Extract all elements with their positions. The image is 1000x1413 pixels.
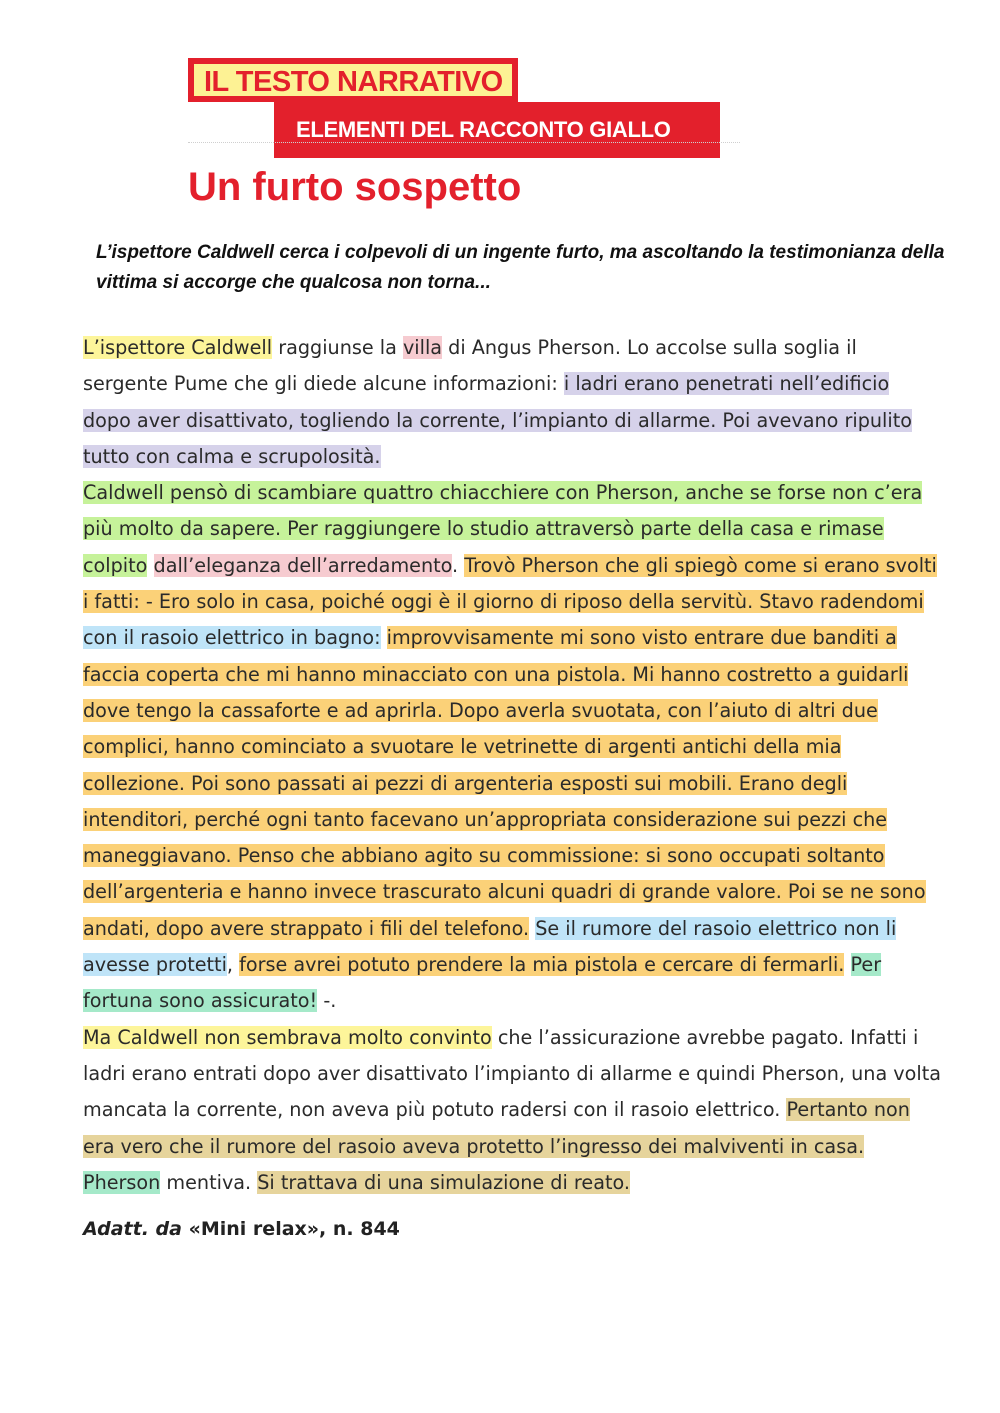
highlight-solution: Si trattava di una simulazione di reato. [257, 1170, 630, 1194]
highlight-solution: Pertanto non era vero che il rumore del rasoio aveva protetto l’ingresso dei malviventi in casa. [83, 1098, 910, 1158]
highlight-investigation: Caldwell pensò di scambiare quattro chiacchiere con Pherson, anche se forse non c’era più molto da sapere. Per raggiungere lo studio attraversò parte della casa e rimase colpito [83, 481, 923, 577]
paragraph-3 [83, 1020, 943, 1201]
paragraph-2 [83, 475, 943, 1019]
divider [188, 142, 740, 143]
plain-text: . [452, 553, 465, 577]
plain-text [381, 626, 387, 649]
highlight-crime: i ladri erano penetrati nell’edificio dopo aver disattivato, togliendo la corrente, l’impianto di allarme. Poi avevano ripulito tutto con calma e scrupolosità. [83, 372, 912, 468]
plain-text [844, 953, 850, 976]
highlight-testimony: improvvisamente mi sono visto entrare due banditi a faccia coperta che mi hanno minacciato con una pistola. Mi hanno costretto a guidarli dove tengo la cassaforte e ad aprirla. Dopo averla svuotata, con l’aiuto di altri due complici, hanno cominciato a svuotare le vetrinette di argenti antichi della mia collezione. Poi sono passati ai pezzi di argenteria esposti sui mobili. Erano degli intenditori, perché ogni tanto facevano un’appropriata considerazione sui pezzi che maneggiavano. Penso che abbiano agito su commissione: si sono occupati soltanto dell’argenteria e hanno invece trascurato alcuni quadri di grande valore. Poi se ne sono andati, dopo avere strappato i fili del telefono. [83, 626, 926, 940]
plain-text: di Angus Pherson. Lo accolse sulla soglia il sergente Pume che gli diede alcune informazioni: [83, 336, 857, 396]
plain-text: , [226, 953, 240, 977]
highlight-clue: con il rasoio elettrico in bagno: [83, 626, 381, 650]
plain-text: che l’assicurazione avrebbe pagato. Infatti i ladri erano entrati dopo aver disattivato l’impianto di allarme e quindi Pherson, una volta mancata la corrente, non aveva più potuto radersi con il rasoio elettrico. [83, 1025, 942, 1122]
source-citation [83, 1214, 400, 1244]
plain-text: mentiva. [160, 1170, 258, 1194]
intro-text: L’ispettore Caldwell cerca i colpevoli di un ingente furto, ma ascoltando la testimonianza della vittima si accorge che qualcosa non torna... [96, 242, 945, 293]
story-text [83, 330, 943, 1201]
source-work: «Mini relax», n. 844 [181, 1218, 400, 1240]
plain-text: -. [317, 989, 337, 1013]
source-prefix: Adatt. da [83, 1218, 182, 1240]
plain-text [147, 554, 153, 577]
highlight-character: Ma Caldwell non sembrava molto convinto [83, 1025, 492, 1049]
highlight-place: dall’eleganza dell’arredamento [153, 553, 453, 577]
page-title: Un furto sospetto [188, 165, 522, 209]
highlight-place: villa [402, 336, 443, 359]
highlight-testimony: forse avrei potuto prendere la mia pistola e cercare di fermarli. [239, 953, 845, 977]
highlight-motive: Per fortuna sono assicurato! [83, 953, 882, 1013]
highlight-character: L’ispettore Caldwell [83, 336, 273, 359]
highlight-testimony: Trovò Pherson che gli spiegò come si erano svolti i fatti: - Ero solo in casa, poiché oggi è il giorno di riposo della servitù. Stavo radendomi [83, 553, 937, 614]
subtopic-banner: ELEMENTI DEL RACCONTO GIALLO [274, 102, 720, 158]
highlight-culprit: Pherson [83, 1170, 161, 1194]
plain-text: raggiunse la [272, 336, 403, 359]
paragraph-1 [83, 330, 943, 475]
highlight-clue: Se il rumore del rasoio elettrico non li avesse protetti [83, 916, 897, 977]
topic-label: IL TESTO NARRATIVO [188, 58, 518, 102]
